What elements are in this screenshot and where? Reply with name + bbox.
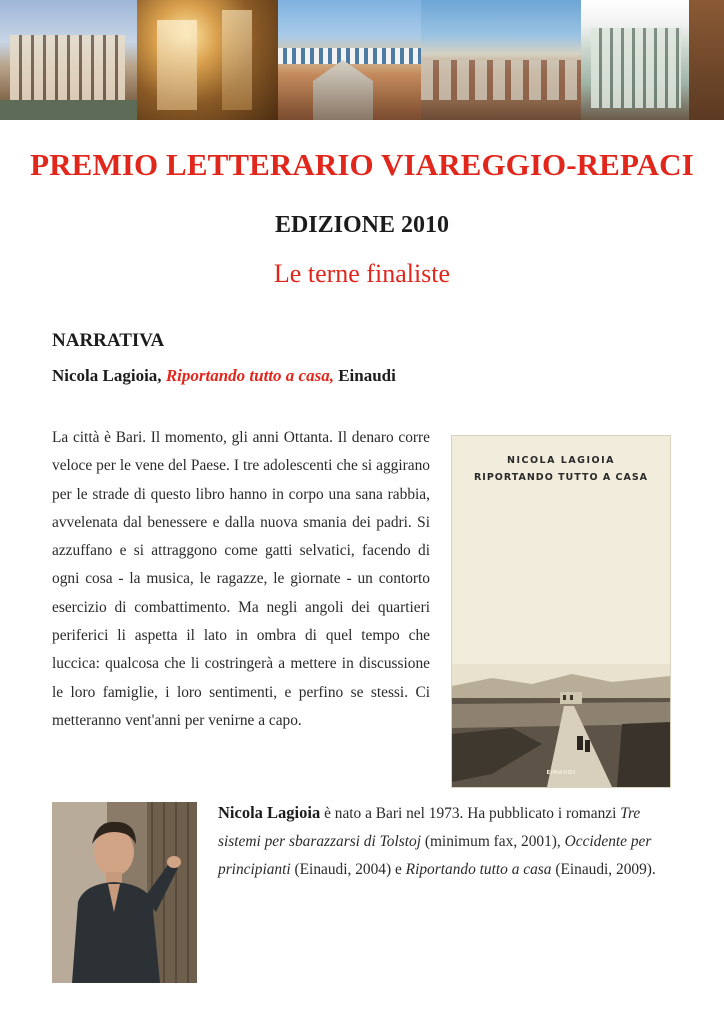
- street-building-photo: [581, 0, 724, 120]
- author-bio: [218, 799, 676, 884]
- book-credit-line: [52, 366, 396, 386]
- finalists-subtitle: Le terne finaliste: [273, 259, 451, 288]
- cover-illustration: [452, 664, 670, 787]
- cover-publisher: EINAUDI: [546, 770, 576, 776]
- cover-title: RIPORTANDO TUTTO A CASA: [473, 472, 649, 483]
- hotel-interior-photo: [137, 0, 278, 120]
- book-cover: [451, 435, 671, 788]
- book-title: Riportando tutto a casa,: [165, 366, 334, 385]
- hotel-facade-photo: [0, 0, 137, 120]
- bio-book-title: Riportando tutto a casa: [405, 861, 552, 878]
- beach-pavilion-photo: [278, 0, 421, 120]
- cover-author: NICOLA LAGIOIA: [507, 455, 615, 466]
- header-photo-strip: [0, 0, 724, 120]
- section-heading: NARRATIVA: [52, 330, 165, 351]
- bio-author-name: Nicola Lagioia: [218, 803, 321, 822]
- seaside-town-photo: [421, 0, 581, 120]
- bio-book-title: Occidente per principianti: [218, 833, 652, 878]
- bio-text: (minimum fax, 2001),: [420, 833, 565, 850]
- author-portrait: [52, 802, 197, 983]
- book-publisher: Einaudi: [338, 366, 396, 385]
- edition-heading: EDIZIONE 2010: [274, 212, 450, 238]
- bio-book-title: Tre sistemi per sbarazzarsi di Tolstoj: [218, 805, 641, 850]
- book-author: Nicola Lagioia,: [52, 366, 162, 385]
- book-synopsis: La città è Bari. Il momento, gli anni Ottanta. Il denaro corre veloce per le vene del Paese. I tre adolescenti che si aggirano per le strade di questo libro hanno in corpo una sana rabbia, avvelenata dal benessere e dalla nuova smania dei padri. Si azzuffano e si attraggono come gatti selvatici, facendo di ogni cosa - la musica, le ragazze, le giornate - un contorto esercizio di combattimento. Ma negli angoli dei quartieri periferici li aspetta il lato in ombra di quel tempo che luccica: qualcosa che li costringerà a mettere in discussione le loro famiglie, i loro sentimenti, e perfino se stessi. Ci metteranno vent'anni per venirne a capo.: [52, 429, 430, 729]
- page-title: PREMIO LETTERARIO VIAREGGIO-REPACI: [30, 147, 694, 182]
- bio-text: (Einaudi, 2004) e: [290, 861, 406, 878]
- bio-text: è nato a Bari nel 1973. Ha pubblicato i romanzi: [320, 805, 621, 822]
- bio-text: (Einaudi, 2009).: [551, 861, 656, 878]
